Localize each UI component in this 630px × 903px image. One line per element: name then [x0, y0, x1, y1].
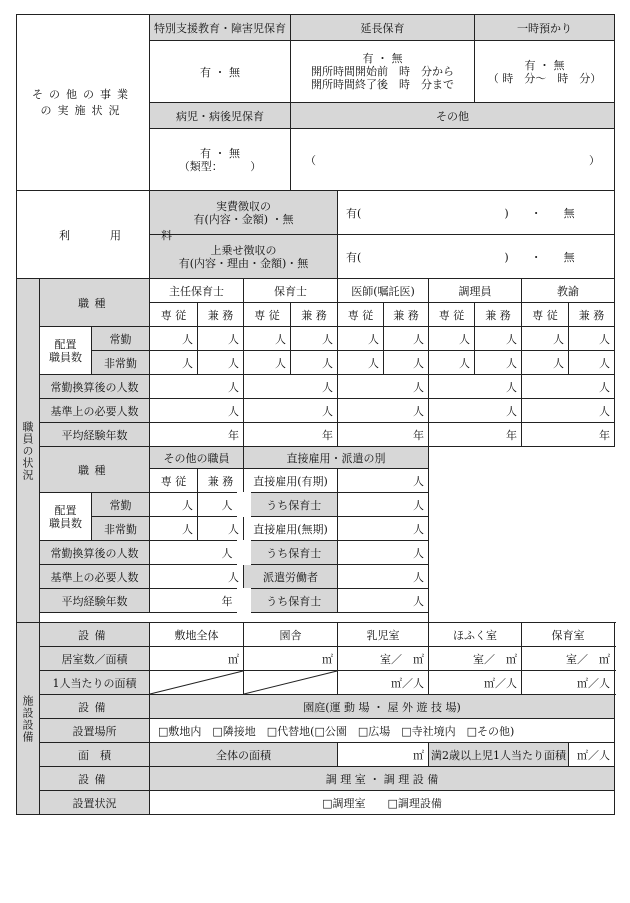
dispatched-label: 派遣労働者 [244, 565, 338, 589]
count-cell: 人 [244, 327, 291, 351]
count-cell: 人 [475, 327, 522, 351]
required-label: 基準上の必要人数 [40, 399, 150, 423]
job-type-label: 職種 [40, 447, 150, 493]
count-cell: 人 [150, 493, 198, 517]
concurrent-label: 兼 務 [569, 303, 615, 327]
area-cell: ㎡ [150, 647, 244, 671]
count-cell: 人 [475, 351, 522, 375]
count-cell: 人 [150, 327, 198, 351]
exclusive-label: 専 従 [338, 303, 384, 327]
sick-child-care-value: 有 ・ 無 （類型： ） [150, 129, 291, 191]
equipment-label: 設備 [40, 767, 150, 791]
years-cell: 年 [150, 423, 244, 447]
extra-charge-value: 有( ) ・ 無 [338, 235, 615, 279]
facility-item-infant-room: 乳児室 [338, 623, 429, 647]
count-cell: 人 [338, 399, 429, 423]
facility-item-crawling-room: ほふく室 [429, 623, 522, 647]
required-label: 基準上の必要人数 [40, 565, 150, 589]
per-person-cell: ㎡／人 [429, 671, 522, 695]
count-cell: 人 [522, 351, 569, 375]
fulltime-label: 常勤 [92, 493, 150, 517]
per-person-area-label: 1人当たりの面積 [40, 671, 150, 695]
extended-care-value: 有 ・ 無 開所時間開始前 時 分から 開所時間終了後 時 分まで [291, 41, 475, 103]
job-type-label: 職種 [40, 279, 150, 327]
facility-item-nursery-room: 保育室 [522, 623, 615, 647]
temporary-care-value: 有 ・ 無 （ 時 分～ 時 分） [475, 41, 615, 103]
special-support-header: 特別支援教育・障害児保育 [150, 15, 291, 41]
nursery-of-unfixed-label: うち保育士 [244, 541, 338, 565]
facility-item-building: 園舎 [244, 623, 338, 647]
count-cell: 人 [338, 327, 384, 351]
placement-count-label: 配置 職員数 [40, 327, 92, 375]
concurrent-label: 兼 務 [475, 303, 522, 327]
concurrent-label: 兼 務 [198, 469, 244, 493]
count-cell: 人 [150, 351, 198, 375]
extended-care-header: 延長保育 [291, 15, 475, 41]
total-area-cell: ㎡ [338, 743, 429, 767]
per-person-cell: ㎡／人 [522, 671, 615, 695]
count-cell: 人 [429, 399, 522, 423]
count-cell: 人 [429, 327, 475, 351]
other-services-value: （ ） [291, 129, 615, 191]
count-cell: 人 [150, 565, 244, 589]
exclusive-label: 専 従 [522, 303, 569, 327]
count-cell: 人 [338, 351, 384, 375]
job-nursery: 保育士 [244, 279, 338, 303]
years-cell: 年 [429, 423, 522, 447]
count-cell: 人 [384, 327, 429, 351]
staff-section-label: 職員の状況 [17, 279, 40, 623]
job-doctor: 医師(嘱託医) [338, 279, 429, 303]
count-cell: 人 [338, 375, 429, 399]
facility-item-site: 敷地全体 [150, 623, 244, 647]
job-teacher: 教諭 [522, 279, 615, 303]
area-label: 面 積 [40, 743, 150, 767]
years-cell: 年 [522, 423, 615, 447]
count-cell: 人 [569, 351, 615, 375]
exclusive-label: 専 従 [150, 469, 198, 493]
extra-charge-label: 上乗せ徴収の 有(内容・理由・金額)・無 [150, 235, 338, 279]
count-cell: 人 [522, 399, 615, 423]
count-cell: 人 [198, 351, 244, 375]
per-child-area-cell: ㎡／人 [569, 743, 615, 767]
na-cell [244, 671, 338, 695]
count-cell: 人 [338, 517, 429, 541]
install-status-label: 設置状況 [40, 791, 150, 815]
fte-label: 常勤換算後の人数 [40, 541, 150, 565]
other-staff-header: その他の職員 [150, 447, 244, 469]
facility-section-label: 施設設備 [17, 623, 40, 815]
count-cell: 人 [384, 351, 429, 375]
count-cell: 人 [522, 327, 569, 351]
count-cell: 人 [198, 493, 244, 517]
equipment-label: 設備 [40, 695, 150, 719]
count-cell: 人 [244, 399, 338, 423]
kitchen-options: □調理室 □調理設備 [150, 791, 615, 815]
install-place-label: 設置場所 [40, 719, 150, 743]
count-cell: 人 [150, 541, 244, 565]
placement-count-label: 配置 職員数 [40, 493, 92, 541]
count-cell: 人 [150, 399, 244, 423]
equipment-label: 設備 [40, 623, 150, 647]
direct-fixed-label: 直接雇用(有期) [244, 469, 338, 493]
job-cook: 調理員 [429, 279, 522, 303]
job-head-nursery: 主任保育士 [150, 279, 244, 303]
exclusive-label: 専 従 [244, 303, 291, 327]
room-area-cell: 室／ ㎡ [522, 647, 615, 671]
nursery-of-dispatched-label: うち保育士 [244, 589, 338, 613]
actual-cost-label: 実費徴収の 有(内容・金額) ・無 [150, 191, 338, 235]
direct-unfixed-label: 直接雇用(無期) [244, 517, 338, 541]
count-cell: 人 [338, 541, 429, 565]
special-support-value: 有 ・ 無 [150, 41, 291, 103]
count-cell: 人 [150, 375, 244, 399]
count-cell: 人 [522, 375, 615, 399]
area-cell: ㎡ [244, 647, 338, 671]
count-cell: 人 [429, 375, 522, 399]
fte-label: 常勤換算後の人数 [40, 375, 150, 399]
concurrent-label: 兼 務 [291, 303, 338, 327]
years-cell: 年 [338, 423, 429, 447]
count-cell: 人 [291, 327, 338, 351]
count-cell: 人 [150, 517, 198, 541]
count-cell: 人 [291, 351, 338, 375]
fulltime-label: 常勤 [92, 327, 150, 351]
nursery-of-fixed-label: うち保育士 [244, 493, 338, 517]
years-cell: 年 [244, 423, 338, 447]
concurrent-label: 兼 務 [198, 303, 244, 327]
fees-section-label: 利用料 [17, 191, 150, 279]
avg-years-label: 平均経験年数 [40, 589, 150, 613]
exclusive-label: 専 従 [150, 303, 198, 327]
room-area-cell: 室／ ㎡ [429, 647, 522, 671]
concurrent-label: 兼 務 [384, 303, 429, 327]
yard-header: 園庭(運 動 場 ・ 屋 外 遊 技 場) [150, 695, 615, 719]
count-cell: 人 [198, 517, 244, 541]
employment-header: 直接雇用・派遣の別 [244, 447, 429, 469]
count-cell: 人 [429, 351, 475, 375]
count-cell: 人 [338, 469, 429, 493]
per-child-area-label: 満2歳以上児1人当たり面積 [429, 743, 569, 767]
count-cell: 人 [338, 565, 429, 589]
actual-cost-value: 有( ) ・ 無 [338, 191, 615, 235]
parttime-label: 非常勤 [92, 517, 150, 541]
count-cell: 人 [198, 327, 244, 351]
kitchen-header: 調 理 室 ・ 調 理 設 備 [150, 767, 615, 791]
parttime-label: 非常勤 [92, 351, 150, 375]
avg-years-label: 平均経験年数 [40, 423, 150, 447]
sick-child-care-header: 病児・病後児保育 [150, 103, 291, 129]
count-cell: 人 [338, 493, 429, 517]
count-cell: 人 [338, 589, 429, 613]
count-cell: 人 [244, 351, 291, 375]
count-cell: 人 [244, 375, 338, 399]
per-person-cell: ㎡／人 [338, 671, 429, 695]
facility-report-form [16, 14, 615, 815]
total-area-label: 全体の面積 [150, 743, 338, 767]
other-business-section-label: その他の事業の実施状況 [17, 15, 150, 191]
room-area-label: 居室数／面積 [40, 647, 150, 671]
place-options: □敷地内 □隣接地 □代替地(□公園 □広場 □寺社境内 □その他) [150, 719, 615, 743]
na-cell [150, 671, 244, 695]
exclusive-label: 専 従 [429, 303, 475, 327]
room-area-cell: 室／ ㎡ [338, 647, 429, 671]
other-services-header: その他 [291, 103, 615, 129]
years-cell: 年 [150, 589, 244, 613]
temporary-care-header: 一時預かり [475, 15, 615, 41]
count-cell: 人 [569, 327, 615, 351]
